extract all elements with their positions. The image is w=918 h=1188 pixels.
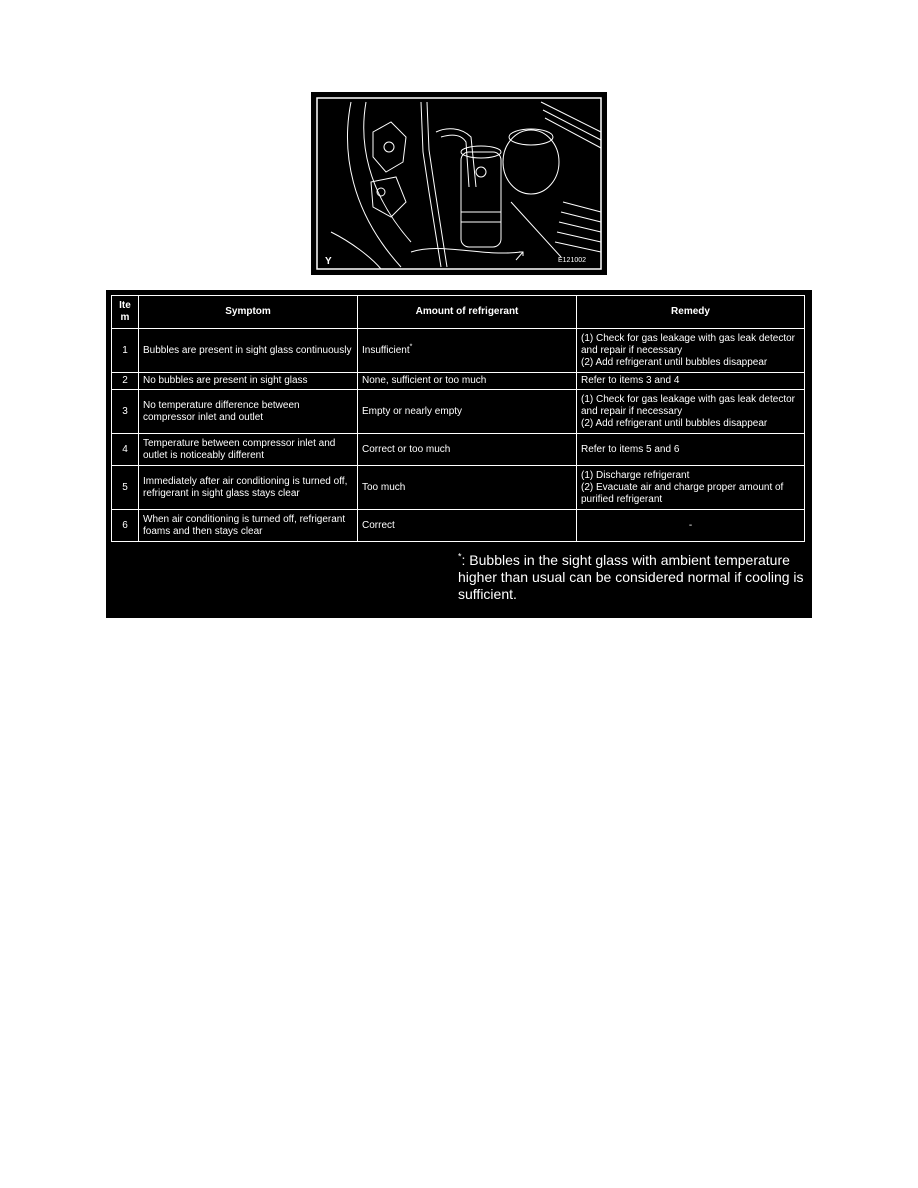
cell-remedy — [577, 390, 805, 434]
figure-code: E121002 — [558, 257, 587, 264]
cell-amount: None, sufficient or too much — [358, 373, 577, 390]
cell-item: 4 — [112, 434, 139, 466]
cell-symptom: Temperature between compressor inlet and outlet is noticeably different — [139, 434, 358, 466]
table-row — [112, 434, 805, 466]
remedy-line: (2) Add refrigerant until bubbles disappear — [581, 356, 768, 368]
table-row — [112, 510, 805, 542]
cell-amount: Empty or nearly empty — [358, 390, 577, 434]
cell-remedy — [577, 466, 805, 510]
cell-symptom: When air conditioning is turned off, refrigerant foams and then stays clear — [139, 510, 358, 542]
cell-remedy: - — [577, 510, 805, 542]
cell-symptom: Immediately after air conditioning is turned off, refrigerant in sight glass stays clear — [139, 466, 358, 510]
footnote — [458, 552, 808, 603]
cell-symptom: Bubbles are present in sight glass continuously — [139, 329, 358, 373]
sight-glass-illustration — [311, 92, 607, 275]
refrigerant-table — [111, 295, 805, 542]
refrigerant-table-panel — [106, 290, 812, 618]
remedy-line: (1) Check for gas leakage with gas leak detector and repair if necessary — [581, 393, 795, 417]
cell-item: 3 — [112, 390, 139, 434]
header-amount: Amount of refrigerant — [358, 296, 577, 329]
remedy-line: (1) Discharge refrigerant — [581, 469, 690, 481]
cell-item: 2 — [112, 373, 139, 390]
table-header-row — [112, 296, 805, 329]
cell-symptom: No temperature difference between compressor inlet and outlet — [139, 390, 358, 434]
footnote-text: : Bubbles in the sight glass with ambient temperature higher than usual can be considered normal if cooling is sufficient. — [458, 552, 804, 602]
table-row — [112, 373, 805, 390]
cell-item: 1 — [112, 329, 139, 373]
cell-amount — [358, 329, 577, 373]
amount-text: Insufficient — [362, 344, 410, 356]
engine-bay-drawing — [311, 92, 607, 275]
cell-remedy — [577, 329, 805, 373]
cell-symptom: No bubbles are present in sight glass — [139, 373, 358, 390]
header-remedy: Remedy — [577, 296, 805, 329]
cell-item: 6 — [112, 510, 139, 542]
cell-amount: Correct or too much — [358, 434, 577, 466]
remedy-line: (2) Add refrigerant until bubbles disappear — [581, 417, 768, 429]
footnote-mark: * — [458, 551, 462, 562]
remedy-line: (2) Evacuate air and charge proper amount of purified refrigerant — [581, 481, 784, 505]
table-row — [112, 466, 805, 510]
figure-corner-label: Y — [325, 256, 332, 267]
cell-remedy: Refer to items 5 and 6 — [577, 434, 805, 466]
table-row — [112, 390, 805, 434]
header-symptom: Symptom — [139, 296, 358, 329]
header-item: Ite m — [112, 296, 139, 329]
asterisk-mark: * — [409, 343, 413, 351]
cell-amount: Too much — [358, 466, 577, 510]
cell-amount: Correct — [358, 510, 577, 542]
table-row — [112, 329, 805, 373]
cell-item: 5 — [112, 466, 139, 510]
remedy-line: (1) Check for gas leakage with gas leak detector and repair if necessary — [581, 332, 795, 356]
cell-remedy: Refer to items 3 and 4 — [577, 373, 805, 390]
